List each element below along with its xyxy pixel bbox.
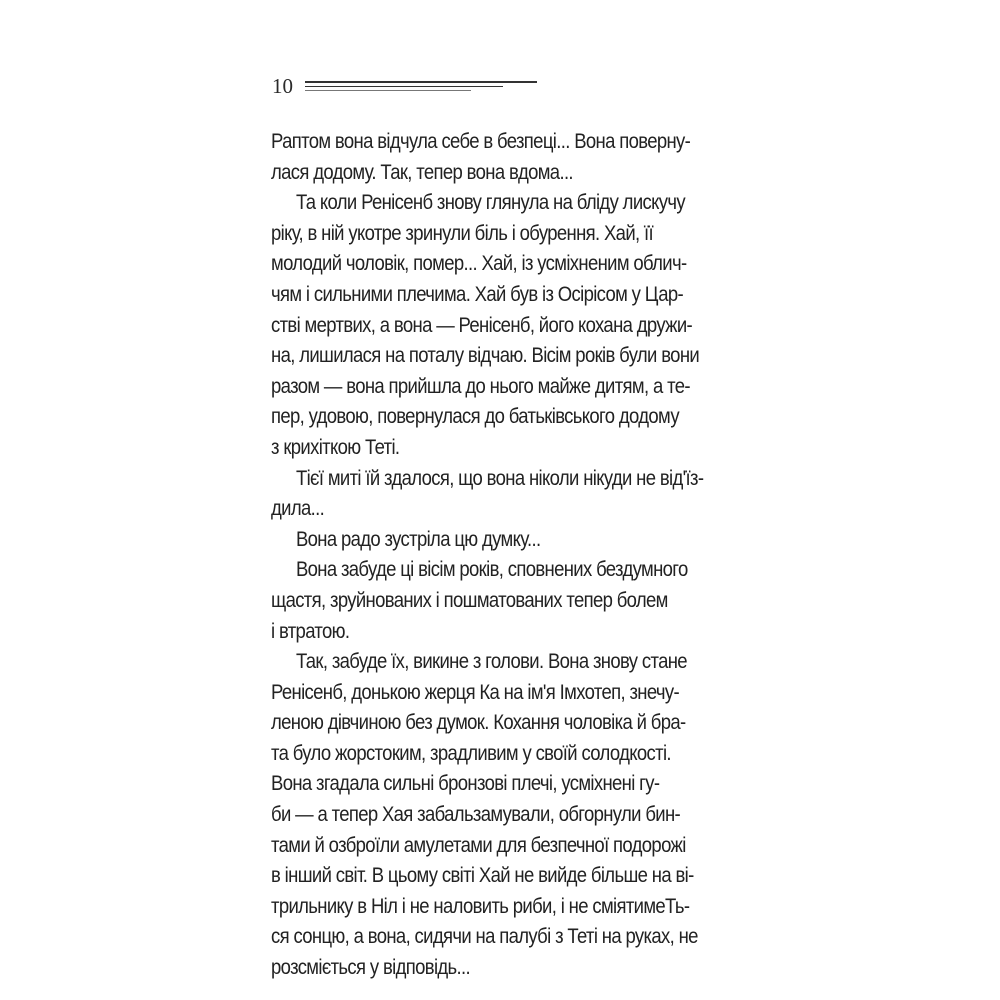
text-line: з крихіткою Теті. xyxy=(271,434,400,459)
running-head xyxy=(272,70,542,102)
text-line: та було жорстоким, зрадливим у своїй солодкості. xyxy=(271,740,671,765)
text-line: розсміється у відповідь... xyxy=(271,955,471,980)
header-rule xyxy=(305,90,471,91)
text-line: тами й озброїли амулетами для безпечної подорожі xyxy=(271,832,686,857)
paragraph-first-line: Вона радо зустріла цю думку... xyxy=(295,526,541,551)
text-line: молодий чоловік, помер... Хай, із усміхненим облич- xyxy=(271,251,687,276)
paragraph-first-line: Так, забуде їх, викине з голови. Вона знову стане xyxy=(295,649,687,674)
text-line: дила... xyxy=(271,496,325,521)
text-line: стві мертвих, а вона — Ренісенб, його кохана дружи- xyxy=(271,312,693,337)
text-line: Раптом вона відчула себе в безпеці... Вона поверну- xyxy=(271,129,691,153)
header-rule xyxy=(305,86,503,87)
text-line: чям і сильними плечима. Хай був із Осірісом у Цар- xyxy=(271,281,684,306)
page-number: 10 xyxy=(272,74,293,98)
paragraph-first-line: Та коли Ренісенб знову глянула на бліду лискучу xyxy=(295,190,685,215)
text-line: і втратою. xyxy=(271,618,350,643)
paragraph-first-line: Вона забуде ці вісім років, сповнених бездумного xyxy=(295,557,688,582)
text-line: пер, удовою, повернулася до батьківського додому xyxy=(271,404,679,429)
body-text xyxy=(271,126,781,983)
header-rule xyxy=(305,81,537,83)
text-line: щастя, зруйнованих і пошматованих тепер болем xyxy=(271,587,668,612)
text-line: ріку, в ній укотре зринули біль і обурення. Хай, її xyxy=(271,220,653,245)
text-line: трильнику в Ніл і не наловить риби, і не сміятимеТь- xyxy=(271,893,690,918)
text-line: Вона згадала сильні бронзові плечі, усміхнені гу- xyxy=(271,771,660,796)
text-line: разом — вона прийшла до нього майже дитям, а те- xyxy=(271,373,690,398)
text-line: ся сонцю, а вона, сидячи на палубі з Теті на руках, не xyxy=(271,924,698,949)
text-line: Ренісенб, донькою жерця Ка на ім'я Імхотеп, знечу- xyxy=(271,679,679,704)
paragraph-first-line: Тієї миті їй здалося, що вона ніколи нікуди не від'їз- xyxy=(295,465,704,490)
text-line: леною дівчиною без думок. Кохання чоловіка й бра- xyxy=(271,710,686,735)
text-line: на, лишилася на поталу відчаю. Вісім років були вони xyxy=(271,343,700,368)
text-line: в інший світ. В цьому світі Хай не вийде більше на ві- xyxy=(271,863,694,888)
text-line: би — а тепер Хая забальзамували, обгорнули бин- xyxy=(271,802,681,827)
text-line: лася додому. Так, тепер вона вдома... xyxy=(271,159,573,184)
